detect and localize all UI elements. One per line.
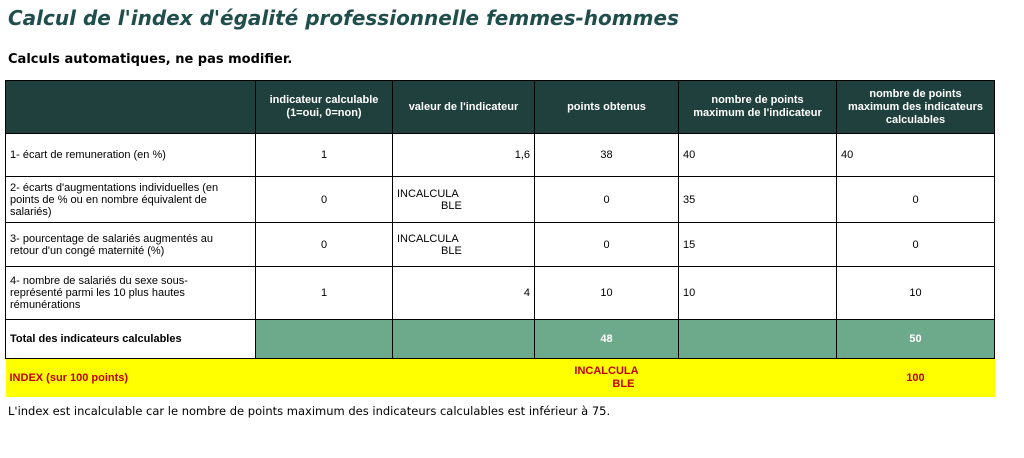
total-label: Total des indicateurs calculables <box>6 320 256 359</box>
index-empty-cell <box>393 359 535 398</box>
header-max-calculables <box>837 81 995 134</box>
page-title: Calcul de l'index d'égalité professionnelle femmes-hommes <box>8 6 679 30</box>
header-calculable-line1: indicateur calculable <box>269 94 379 106</box>
row-label-line1: 4- nombre de salariés du sexe sous- <box>10 275 188 287</box>
header-calculable-line2: (1=oui, 0=non) <box>286 107 362 119</box>
total-empty-cell <box>256 320 393 359</box>
cell-max-indicateur: 40 <box>679 134 837 177</box>
cell-valeur-line1: INCALCULA <box>397 232 459 245</box>
cell-calculable: 1 <box>256 134 393 177</box>
index-table <box>5 80 995 397</box>
index-max: 100 <box>837 359 995 398</box>
header-calculable <box>256 81 393 134</box>
index-label: INDEX (sur 100 points) <box>6 359 256 398</box>
cell-points: 0 <box>535 177 679 223</box>
cell-valeur: 1,6 <box>393 134 535 177</box>
cell-max-indicateur: 10 <box>679 267 837 320</box>
cell-calculable: 0 <box>256 177 393 223</box>
header-max-indicateur-line1: nombre de points <box>711 94 804 106</box>
total-max-calculables: 50 <box>837 320 995 359</box>
cell-max-calculables: 10 <box>837 267 995 320</box>
cell-valeur <box>393 177 535 223</box>
header-empty <box>6 81 256 134</box>
total-empty-cell <box>393 320 535 359</box>
cell-valeur-line2: BLE <box>441 199 462 212</box>
row-label-line2: points de % ou en nombre équivalent de <box>10 193 207 206</box>
total-empty-cell <box>679 320 837 359</box>
row-label-line3: salariés) <box>10 205 52 218</box>
cell-points: 10 <box>535 267 679 320</box>
index-row <box>6 359 995 398</box>
cell-max-calculables: 0 <box>837 223 995 267</box>
row-label <box>6 177 256 223</box>
header-row <box>6 81 995 134</box>
row-label-line3: rémunérations <box>10 299 81 311</box>
header-points: points obtenus <box>535 81 679 134</box>
header-max-indicateur-line2: maximum de l'indicateur <box>693 107 822 119</box>
table-row <box>6 223 995 267</box>
cell-calculable: 1 <box>256 267 393 320</box>
header-max-calculables-line2: maximum des indicateurs <box>847 100 984 113</box>
index-empty-cell <box>679 359 837 398</box>
cell-calculable: 0 <box>256 223 393 267</box>
subtitle: Calculs automatiques, ne pas modifier. <box>8 52 293 67</box>
cell-valeur <box>393 223 535 267</box>
index-value-line2: BLE <box>612 378 635 390</box>
total-row <box>6 320 995 359</box>
header-max-indicateur <box>679 81 837 134</box>
header-valeur: valeur de l'indicateur <box>393 81 535 134</box>
table-row <box>6 267 995 320</box>
row-label-line2: retour d'un congé maternité (%) <box>10 244 165 257</box>
index-empty-cell <box>256 359 393 398</box>
cell-valeur: 4 <box>393 267 535 320</box>
row-label-line1: 2- écarts d'augmentations individuelles (en <box>10 181 219 194</box>
cell-points: 38 <box>535 134 679 177</box>
row-label-line1: 3- pourcentage de salariés augmentés au <box>10 232 214 245</box>
header-max-calculables-line3: calculables <box>885 113 946 126</box>
row-label <box>6 267 256 320</box>
index-value-wrapper <box>574 365 638 391</box>
row-label: 1- écart de remuneration (en %) <box>6 134 256 177</box>
cell-max-calculables: 0 <box>837 177 995 223</box>
explanation-note: L'index est incalculable car le nombre de points maximum des indicateurs calculables est inférieur à 75. <box>8 404 611 418</box>
cell-max-indicateur: 15 <box>679 223 837 267</box>
cell-valeur-line1: INCALCULA <box>397 187 459 200</box>
table-row <box>6 134 995 177</box>
cell-points: 0 <box>535 223 679 267</box>
row-label-line2: représenté parmi les 10 plus hautes <box>10 287 185 299</box>
cell-max-indicateur: 35 <box>679 177 837 223</box>
index-value-line1: INCALCULA <box>574 365 639 377</box>
cell-valeur-line2: BLE <box>441 244 462 257</box>
cell-max-calculables: 40 <box>837 134 995 177</box>
header-max-calculables-line1: nombre de points <box>869 87 962 100</box>
table-row <box>6 177 995 223</box>
total-points: 48 <box>535 320 679 359</box>
index-value <box>535 359 679 398</box>
row-label <box>6 223 256 267</box>
